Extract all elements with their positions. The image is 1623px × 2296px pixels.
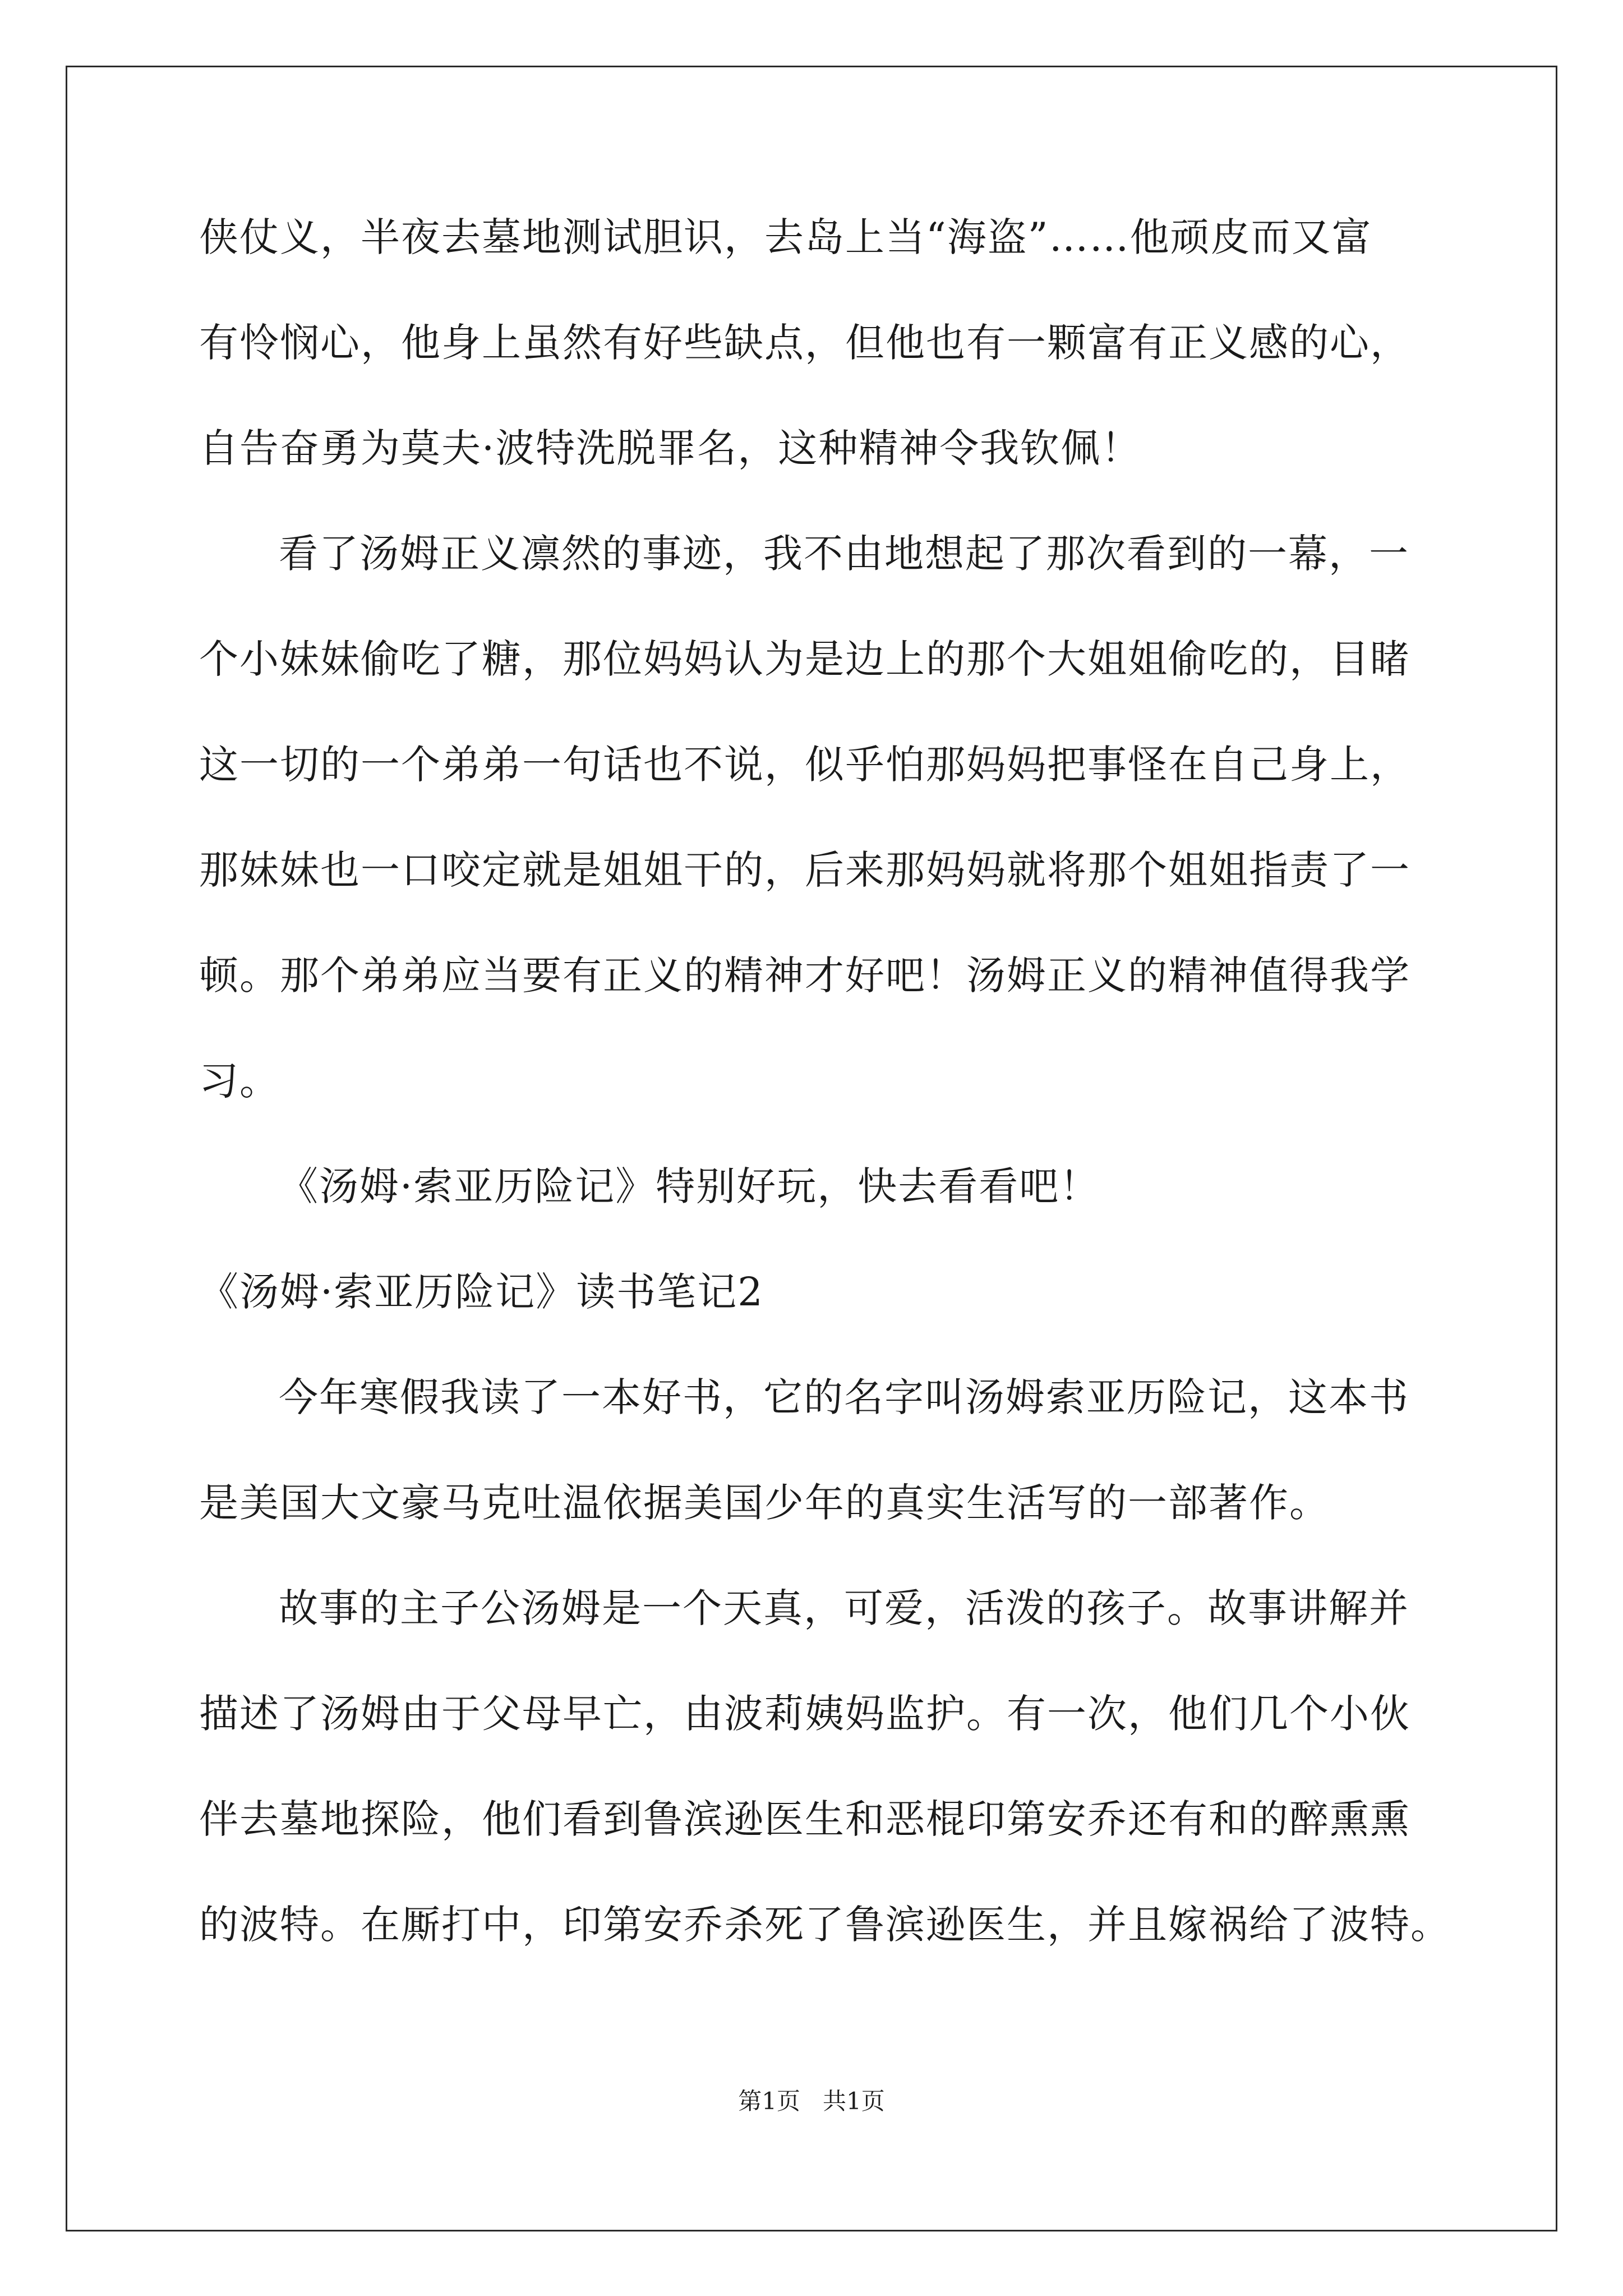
text-line: 看了汤姆正义凛然的事迹，我不由地想起了那次看到的一幕，一 xyxy=(279,531,1409,577)
text-line: 是美国大文豪马克吐温依据美国少年的真实生活写的一部著作。 xyxy=(199,1480,1330,1526)
text-line: 今年寒假我读了一本好书，它的名字叫汤姆索亚历险记，这本书 xyxy=(279,1374,1409,1420)
paragraph xyxy=(199,1373,1427,1527)
text-line: 的波特。在厮打中，印第安乔杀死了鲁滨逊医生，并且嫁祸给了波特。 xyxy=(199,1902,1451,1948)
text-line: 伴去墓地探险，他们看到鲁滨逊医生和恶棍印第安乔还有和的醉熏熏 xyxy=(199,1796,1410,1842)
paragraph xyxy=(199,213,1427,473)
text-line: 故事的主子公汤姆是一个天真，可爱，活泼的孩子。故事讲解并 xyxy=(279,1585,1409,1631)
text-line: 有怜悯心，他身上虽然有好些缺点，但他也有一颗富有正义感的心， xyxy=(199,320,1410,366)
text-line: 描述了汤姆由于父母早亡，由波莉姨妈监护。有一次，他们几个小伙 xyxy=(199,1691,1410,1737)
text-line: 《汤姆·索亚历险记》特别好玩，快去看看吧！ xyxy=(279,1163,1100,1209)
text-line: 习。 xyxy=(199,1058,280,1104)
text-line: 那妹妹也一口咬定就是姐姐干的，后来那妈妈就将那个姐姐指责了一 xyxy=(199,847,1410,893)
text-line: 个小妹妹偷吃了糖，那位妈妈认为是边上的那个大姐姐偷吃的，目睹 xyxy=(199,636,1410,682)
paragraph xyxy=(199,530,1427,1106)
paragraph xyxy=(199,1162,1427,1211)
heading-text: 《汤姆·索亚历险记》读书笔记2 xyxy=(199,1269,764,1315)
text-line: 自告奋勇为莫夫·波特洗脱罪名，这种精神令我钦佩！ xyxy=(199,425,1142,471)
text-line: 顿。那个弟弟应当要有正义的精神才好吧！汤姆正义的精神值得我学 xyxy=(199,953,1410,999)
section-heading xyxy=(199,1268,1427,1317)
text-line: 这一切的一个弟弟一句话也不说，似乎怕那妈妈把事怪在自己身上， xyxy=(199,742,1410,788)
text-line: 侠仗义，半夜去墓地测试胆识，去岛上当“海盗”……他顽皮而又富 xyxy=(199,214,1372,260)
paragraph xyxy=(199,1584,1451,1949)
document-body xyxy=(199,213,1451,1949)
page-number: 第1页 共1页 xyxy=(738,2087,885,2115)
